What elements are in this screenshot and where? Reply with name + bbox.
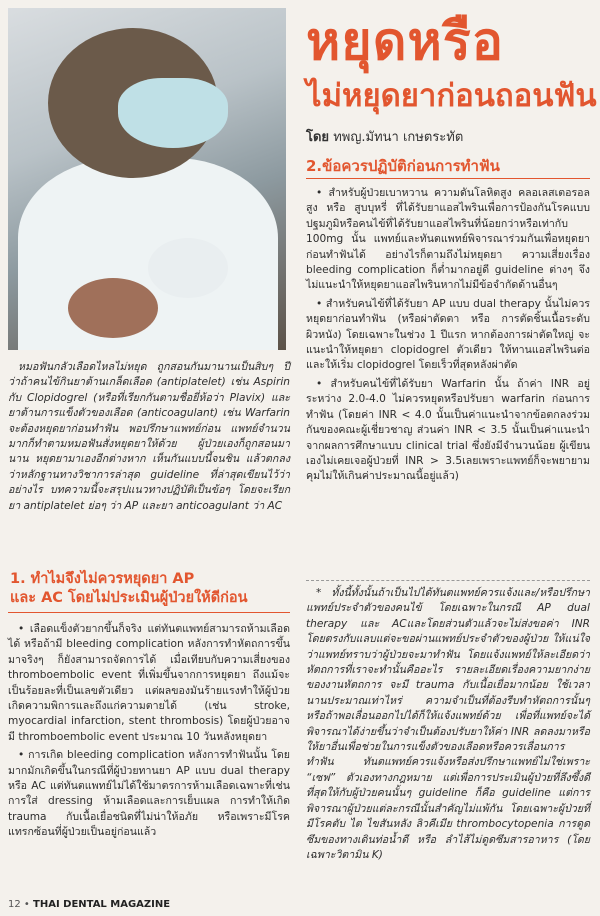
section1-paragraph: • การเกิด bleeding complication หลังการทำฟันนั้น โดยมากมักเกิดขึ้นในกรณีที่ผู้ป่วยทานยา AP แบบ dual therapy หรือ AC แต่ทันตแพทย์ไม่ได้ใช้มาตรการห้ามเลือดเฉพาะที่เช่นการใส่ dressing ห้ามเลือดและการเย็บแผล การทำให้เกิด trauma กับเนื้อเยื่อชนิดที่ไม่น่าให้อภัย หรือเพราะมีโรคแทรกซ้อนที่ผู้ป่วยเป็นอยู่ก่อนแล้ว xyxy=(8,749,290,839)
dentist-photo xyxy=(8,8,286,350)
section2-paragraph: • สำหรับผู้ป่วยเบาหวาน ความดันโลหิตสูง คลอเลสเตอรอลสูง หรือ สูบบุหรี่ ที่ได้รับยาแอสไพรินเพื่อการป้องกันโรคแบบปฐมภูมิหรือคนไข้ที่ได้รับยาแอสไพรินที่น้อยกว่าหรือเท่ากับ 100mg นั้น แพทย์และทันตแพทย์พิจารณาร่วมกันเพื่อหยุดยาก่อนทำฟันได้ อย่างไรก็ตามถึงไม่หยุดยา ความเสี่ยงเรื่อง bleeding complication ก็ต่ำมากอยู่ดี guideline ต่างๆ จึงไม่แนะนำให้หยุดยาแอสไพรินหากไม่มีข้อจำกัดด้านอื่นๆ xyxy=(306,187,590,292)
note-paragraph: * ทั้งนี้ทั้งนั้นถ้าเป็นไปได้ทันตแพทย์ควรแจ้งและ/หรือปรึกษาแพทย์ประจำตัวของคนไข้ โดยเฉพาะในกรณี AP dual therapy และ ACและโดยส่วนตัวแล้วจะไม่ส่งขอค่า INR โดยตรงกับแลบแต่จะขอผ่านแพทย์ประจำตัวของผู้ป่วย ให้แน่ใจว่าแพทย์ทราบว่าผู้ป่วยจะมาทำฟัน โดยแจ้งแพทย์ให้ละเอียดว่าหัตถการที่เราจะทำนั้นคืออะไร รายละเอียดเรื่องความยากง่ายของงานหัตถการ จะมี trauma กับเนื้อเยื่อมากน้อย ใช้เวลานานประมาณเท่าไหร่ ความจำเป็นที่ต้องรีบทำหัตถการนั้นๆ หรือถ้าพอเลื่อนออกไปได้ก็ให้แจ้งแพทย์ด้วย เพื่อที่แพทย์จะได้พิจารณาได้ง่ายขึ้นว่าจำเป็นต้องปรับยาให้ค่า INR ลดลงมาหรือให้ยาอื่นเพื่อช่วยในการแข็งตัวของเลือดหรือควรเลื่อนการทำฟัน ทันตแพทย์ควรแจ้งหรือส่งปรึกษาแพทย์ไม่ใช่เพราะ “เซฟ” ตัวเองทางกฎหมาย แต่เพื่อการประเมินผู้ป่วยที่ลึงซึ้งดีที่สุดให้กับผู้ป่วยคนนั้นๆ guideline ก็คือ guideline แต่การพิจารณาผู้ป่วยแต่ละกรณีนั้นสำคัญไม่แพ้กัน โดยเฉพาะผู้ป่วยที่มีโรคตับ ไต ไขสันหลัง ลิวคีเมีย thrombocytopenia การดูดซึมของทางเดินท่อน้ำดี หรือ ลำไส้ไม่ดูดซึมสารอาหาร (โดยเฉพาะวิตามิน K) xyxy=(306,587,590,861)
section2-paragraph: • สำหรับคนไข้ที่ได้รับยา AP แบบ dual therapy นั้นไม่ควรหยุดยาก่อนทำฟัน (หรือผ่าตัดตา หรือ การตัดชิ้นเนื้อระดับผิวหนัง) โดยเฉพาะในช่วง 1 ปีแรก หากต้องการผ่าตัดใหญ่ จะแนะนำให้หยุดยา clopidogrel ตัวเดียว ให้ทานแอสไพรินต่อและให้เริ่ม clopidogrel โดยเร็วที่สุดหลังผ่าตัด xyxy=(306,297,590,372)
section2-rule xyxy=(306,178,590,179)
intro-text xyxy=(8,360,290,556)
photo-patient xyxy=(68,278,158,338)
section2-paragraph: • สำหรับคนไข้ที่ได้รับยา Warfarin นั้น ถ้าค่า INR อยู่ระหว่าง 2.0-4.0 ไม่ควรหยุดหรือปรับยา warfarin ก่อนการทำฟัน (โดยค่า INR < 4.0 นั้นเป็นค่าแนะนำจากข้อตกลงร่วมกันของคณะผู้เชี่ยวชาญ ส่วนค่า INR < 3.5 นั้นเป็นค่าแนะนำจากผลการศึกษาแบบ clinical trial ซึ่งยังมีจำนวนน้อย ผู้เขียนเองไม่เคยเจอผู้ป่วยที่ INR > 3.5เลยเพราะแพทย์ก็จะพยายามคุมไม่ให้เกินค่าประมาณนี้อยู่แล้ว) xyxy=(306,377,590,483)
photo-face-mask xyxy=(118,78,228,148)
section1-body xyxy=(8,622,290,890)
intro-paragraph: หมอฟันกลัวเลือดไหลไม่หยุด ถูกสอนกันมานานเป็นสิบๆ ปี ว่าถ้าคนไข้กินยาต้านเกล็ดเลือด (antiplatelet) เช่น Aspirin กับ Clopidogrel (หรือที่เรียกกันตามชื่อยี่ห้อว่า Plavix) และ ยาต้านการแข็งตัวของเลือด (anticoagulant) เช่น Warfarin จะต้องหยุดยาก่อนทำฟัน พอปรึกษาแพทย์ก่อน แพทย์จำนวนมากก็ทำตามหมอฟันสั่งหยุดยาให้ด้วย ผู้ป่วยเองก็ถูกสอนมานาน หยุดยามาเองอีกต่างหาก เห็นกันแบบนี้จนชิน แล้วตกลงว่าหลักฐานทางวิชาการล่าสุด guideline ที่ล่าสุดเขียนไว้ว่าอย่างไร บทความนี้จะสรุปแนวทางปฏิบัติเป็นข้อๆ โดยจะเรียกยา antiplatelet ย่อๆ ว่า AP และยา anticoagulant ว่า AC xyxy=(8,361,290,512)
section1-heading-line1: 1. ทำไมจึงไม่ควรหยุดยา AP xyxy=(10,571,195,587)
note-divider xyxy=(306,580,590,581)
title-line2: ไม่หยุดยาก่อนถอนฟัน xyxy=(306,78,597,114)
magazine-name: THAI DENTAL MAGAZINE xyxy=(33,899,171,910)
byline-prefix: โดย xyxy=(306,130,330,145)
title-line1: หยุดหรือ xyxy=(306,12,504,72)
section2-body xyxy=(306,186,590,572)
byline xyxy=(306,126,463,147)
section2-note xyxy=(306,586,590,891)
section1-heading-line2: และ AC โดยไม่ประเมินผู้ป่วยให้ดีก่อน xyxy=(10,590,248,606)
footer-separator: • xyxy=(23,899,30,910)
section1-rule xyxy=(8,612,290,613)
page-number: 12 xyxy=(8,899,21,910)
page-footer xyxy=(8,899,170,910)
byline-author: ทพญ.มัทนา เกษตระทัต xyxy=(333,130,464,145)
photo-glove xyxy=(148,238,228,298)
section1-heading xyxy=(10,570,290,608)
section2-heading: 2.ข้อควรปฏิบัติก่อนการทำฟัน xyxy=(306,157,500,175)
section1-paragraph: • เลือดแข็งตัวยากขึ้นก็จริง แต่ทันตแพทย์สามารถห้ามเลือดได้ หรือถ้ามี bleeding complication หลังการทำหัตถการขึ้นมาจริงๆ ก็ยังสามารถจัดการได้ เมื่อเทียบกับความเสี่ยงของ thromboembolic event ที่เพิ่มขึ้นจากการหยุดยา ถึงแม้จะเป็นร้อยละที่เป็นเลขตัวเดียว แต่ผลของมันร้ายแรงทำให้ผู้ป่วยเกิดความพิการและถึงแก่ความตายได้ (เช่น stroke, myocardial infarction, stent thrombosis) โดยผู้ป่วยอาจมี thromboembolic event ประมาณ 10 วันหลังหยุดยา xyxy=(8,623,290,743)
